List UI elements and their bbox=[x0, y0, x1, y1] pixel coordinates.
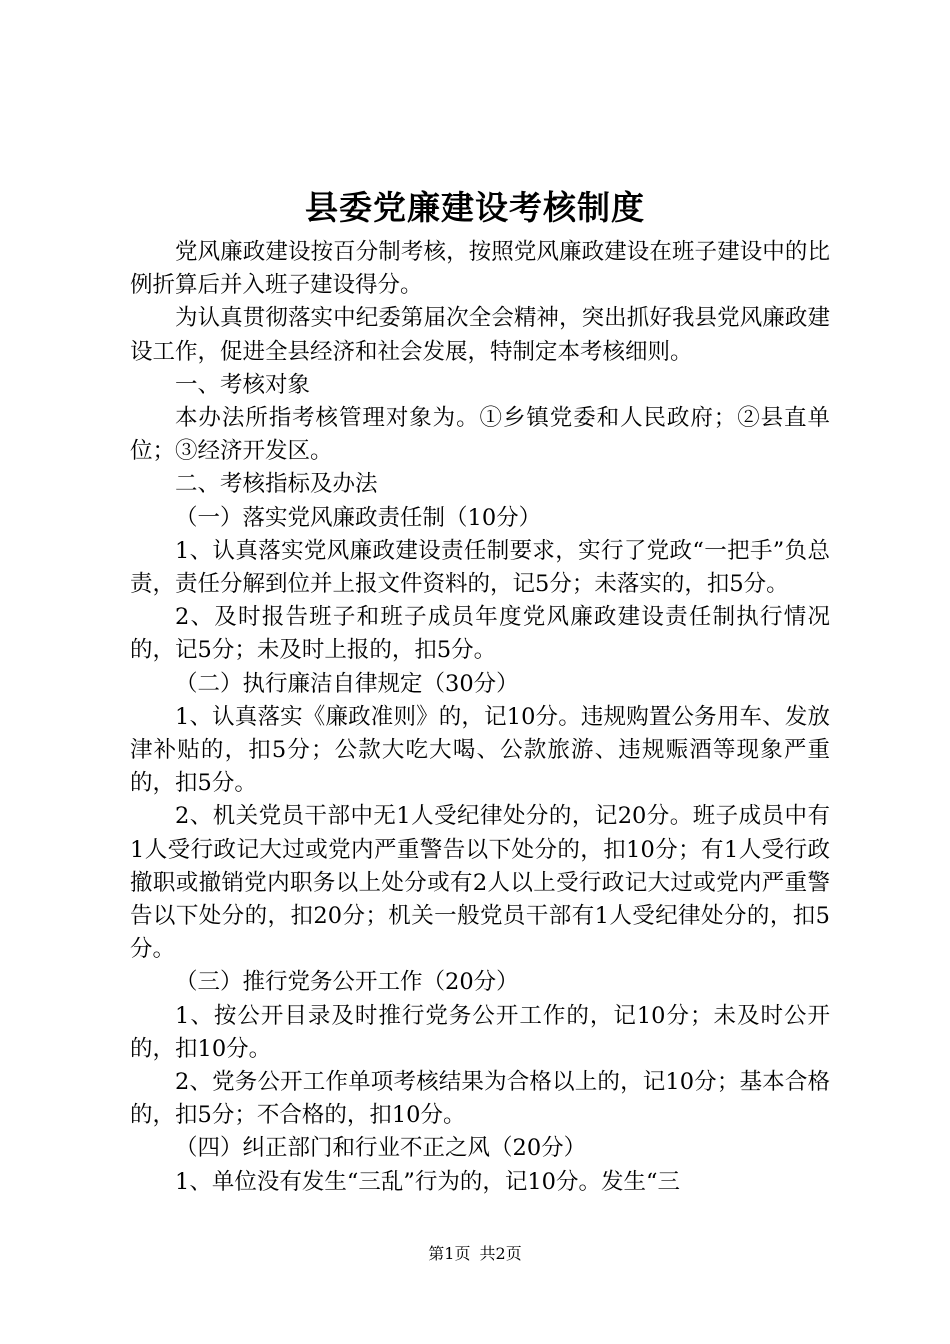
paragraph: 1、认真落实党风廉政建设责任制要求，实行了党政“一把手”负总责，责任分解到位并上报文件资料的，记5分；未落实的，扣5分。 bbox=[130, 537, 830, 598]
paragraph: 党风廉政建设按百分制考核，按照党风廉政建设在班子建设中的比例折算后并入班子建设得分。 bbox=[130, 239, 830, 299]
subsection-heading: （二）执行廉洁自律规定（30分） bbox=[175, 670, 519, 697]
paragraph: 2、党务公开工作单项考核结果为合格以上的，记10分；基本合格的，扣5分；不合格的，扣10分。 bbox=[130, 1069, 830, 1129]
paragraph: 1、单位没有发生“三乱”行为的，记10分。发生“三 bbox=[175, 1168, 680, 1195]
paragraph: 1、认真落实《廉政准则》的，记10分。违规购置公务用车、发放津补贴的，扣5分；公款大吃大喝、公款旅游、违规赈酒等现象严重的，扣5分。 bbox=[130, 703, 830, 797]
paragraph: 为认真贯彻落实中纪委第届次全会精神，突出抓好我县党风廉政建设工作，促进全县经济和社会发展，特制定本考核细则。 bbox=[130, 305, 830, 365]
paragraph: 2、及时报告班子和班子成员年度党风廉政建设责任制执行情况的，记5分；未及时上报的，扣5分。 bbox=[130, 604, 830, 664]
subsection-heading: （一）落实党风廉政责任制（10分） bbox=[175, 504, 542, 531]
section-heading: 二、考核指标及办法 bbox=[175, 471, 378, 498]
page-number: 第1页 bbox=[428, 1244, 471, 1263]
subsection-heading: （四）纠正部门和行业不正之风（20分） bbox=[175, 1135, 587, 1162]
paragraph: 2、机关党员干部中无1人受纪律处分的，记20分。班子成员中有1人受行政记大过或党内严重警告以下处分的，扣10分；有1人受行政撤职或撤销党内职务以上处分或有2人以上受行政记大过或党内严重警告以下处分的，扣20分；机关一般党员干部有1人受纪律处分的，扣5分。 bbox=[130, 803, 830, 963]
paragraph: 本办法所指考核管理对象为。①乡镇党委和人民政府；②县直单位；③经济开发区。 bbox=[130, 405, 830, 465]
paragraph: 1、按公开目录及时推行党务公开工作的，记10分；未及时公开的，扣10分。 bbox=[130, 1002, 830, 1062]
page-footer bbox=[0, 1242, 950, 1266]
document-title: 县委党廉建设考核制度 bbox=[305, 188, 645, 227]
page-total: 共2页 bbox=[479, 1244, 522, 1263]
section-heading: 一、考核对象 bbox=[175, 371, 311, 398]
document-body bbox=[130, 236, 830, 1199]
subsection-heading: （三）推行党务公开工作（20分） bbox=[175, 969, 519, 996]
